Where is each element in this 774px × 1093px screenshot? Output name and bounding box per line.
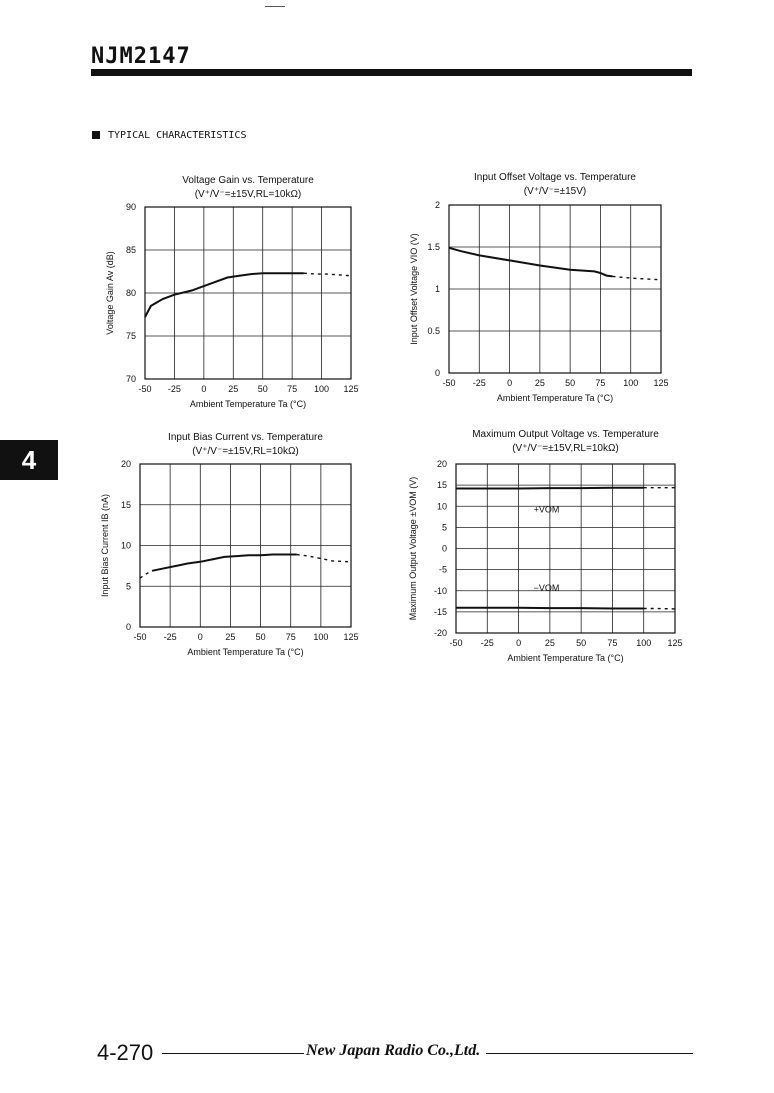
chart-title: Maximum Output Voltage vs. Temperature bbox=[472, 429, 659, 440]
chart-title: Input Offset Voltage vs. Temperature bbox=[474, 172, 636, 183]
y-tick-label: 90 bbox=[125, 202, 136, 212]
x-tick-label: 75 bbox=[287, 384, 298, 394]
x-tick-label: 100 bbox=[636, 638, 652, 648]
y-tick-label: 0 bbox=[434, 368, 440, 378]
series-line bbox=[449, 248, 613, 277]
x-tick-label: 50 bbox=[576, 638, 587, 648]
x-tick-label: 100 bbox=[623, 378, 639, 388]
series-line bbox=[613, 276, 662, 279]
y-tick-label: 10 bbox=[120, 540, 131, 551]
x-tick-label: 125 bbox=[343, 384, 359, 394]
y-tick-label: 15 bbox=[120, 499, 131, 510]
chart-subtitle: (V⁺/V⁻=±15V) bbox=[523, 186, 587, 197]
x-tick-label: 0 bbox=[197, 632, 203, 642]
y-tick-label: 0 bbox=[441, 543, 447, 554]
y-tick-label: 75 bbox=[125, 331, 136, 341]
y-tick-label: 0 bbox=[125, 622, 131, 632]
chapter-tab: 4 bbox=[0, 440, 58, 480]
series-line bbox=[304, 273, 351, 276]
y-tick-label: 5 bbox=[125, 581, 131, 592]
footer-rule-left bbox=[162, 1053, 304, 1054]
y-tick-label: 15 bbox=[436, 480, 447, 491]
chart-subtitle: (V⁺/V⁻=±15V,RL=10kΩ) bbox=[512, 443, 619, 454]
annotation-label: −VOM bbox=[533, 582, 560, 593]
x-axis-label: Ambient Temperature Ta (°C) bbox=[187, 647, 304, 657]
y-axis-label: Input Bias Current IB (nA) bbox=[100, 493, 110, 598]
x-tick-label: 50 bbox=[565, 378, 576, 388]
chart-title: Voltage Gain vs. Temperature bbox=[182, 175, 314, 186]
series-line bbox=[152, 555, 297, 571]
chart-max-output-voltage bbox=[400, 422, 690, 672]
x-tick-label: 125 bbox=[343, 632, 359, 642]
x-tick-label: 75 bbox=[595, 378, 606, 388]
x-tick-label: 25 bbox=[544, 638, 555, 648]
y-tick-label: -15 bbox=[433, 606, 447, 617]
y-tick-label: 80 bbox=[125, 288, 136, 298]
x-tick-label: 50 bbox=[255, 632, 266, 642]
y-tick-label: 2 bbox=[434, 200, 440, 210]
y-tick-label: 5 bbox=[441, 522, 447, 533]
x-tick-label: 25 bbox=[228, 384, 239, 394]
section-heading bbox=[92, 130, 246, 141]
y-axis-label: Voltage Gain Av (dB) bbox=[105, 251, 115, 335]
series-line bbox=[456, 488, 644, 489]
x-tick-label: -25 bbox=[167, 384, 181, 394]
x-tick-label: -25 bbox=[480, 638, 494, 648]
x-tick-label: -25 bbox=[472, 378, 486, 388]
x-tick-label: 50 bbox=[257, 384, 268, 394]
series-line bbox=[456, 608, 644, 609]
chart-input-bias-current bbox=[95, 425, 375, 675]
x-axis-label: Ambient Temperature Ta (°C) bbox=[507, 653, 624, 663]
x-tick-label: 0 bbox=[516, 638, 522, 648]
y-tick-label: 0.5 bbox=[427, 326, 440, 336]
y-tick-label: -10 bbox=[433, 585, 447, 596]
x-tick-label: 75 bbox=[607, 638, 618, 648]
y-tick-label: 70 bbox=[125, 374, 136, 384]
x-tick-label: 0 bbox=[201, 384, 207, 394]
footer-rule-right bbox=[486, 1053, 693, 1054]
series-line bbox=[297, 555, 351, 562]
chart-subtitle: (V⁺/V⁻=±15V,RL=10kΩ) bbox=[192, 446, 299, 457]
x-tick-label: 0 bbox=[507, 378, 513, 388]
bullet-square-icon bbox=[92, 131, 100, 139]
x-tick-label: -50 bbox=[133, 632, 147, 642]
chart-title: Input Bias Current vs. Temperature bbox=[168, 432, 323, 443]
top-mark bbox=[265, 6, 285, 7]
y-tick-label: 10 bbox=[436, 501, 447, 512]
x-tick-label: -50 bbox=[442, 378, 456, 388]
x-axis-label: Ambient Temperature Ta (°C) bbox=[189, 399, 307, 409]
y-tick-label: -5 bbox=[438, 564, 447, 575]
series-line bbox=[140, 571, 152, 578]
y-axis-label: Maximum Output Voltage ±VOM (V) bbox=[408, 476, 418, 621]
x-tick-label: 75 bbox=[285, 632, 296, 642]
page-number: 4-270 bbox=[97, 1040, 154, 1065]
chart-voltage-gain bbox=[95, 168, 375, 418]
x-tick-label: 125 bbox=[653, 378, 669, 388]
x-axis-label: Ambient Temperature Ta (°C) bbox=[496, 393, 614, 403]
x-tick-label: -25 bbox=[163, 632, 177, 642]
annotation-label: +VOM bbox=[533, 504, 560, 515]
y-axis-label: Input Offset Voltage VIO (V) bbox=[409, 233, 419, 345]
x-tick-label: -50 bbox=[449, 638, 463, 648]
section-label: TYPICAL CHARACTERISTICS bbox=[108, 130, 247, 141]
title-rule bbox=[91, 69, 692, 76]
x-tick-label: 100 bbox=[314, 384, 330, 394]
y-tick-label: 20 bbox=[436, 459, 447, 469]
x-tick-label: 125 bbox=[667, 638, 683, 648]
x-tick-label: 25 bbox=[225, 632, 236, 642]
series-line bbox=[145, 273, 304, 317]
x-tick-label: -50 bbox=[138, 384, 152, 394]
y-tick-label: 85 bbox=[125, 245, 136, 255]
y-tick-label: 1.5 bbox=[427, 242, 440, 252]
x-tick-label: 100 bbox=[313, 632, 329, 642]
chart-input-offset-voltage bbox=[400, 165, 690, 415]
chart-subtitle: (V⁺/V⁻=±15V,RL=10kΩ) bbox=[194, 189, 302, 200]
y-tick-label: -20 bbox=[433, 628, 447, 638]
page-title: NJM2147 bbox=[91, 44, 191, 69]
x-tick-label: 25 bbox=[534, 378, 545, 388]
y-tick-label: 1 bbox=[434, 284, 440, 294]
y-tick-label: 20 bbox=[120, 459, 131, 469]
company-name: New Japan Radio Co.,Ltd. bbox=[306, 1042, 481, 1059]
